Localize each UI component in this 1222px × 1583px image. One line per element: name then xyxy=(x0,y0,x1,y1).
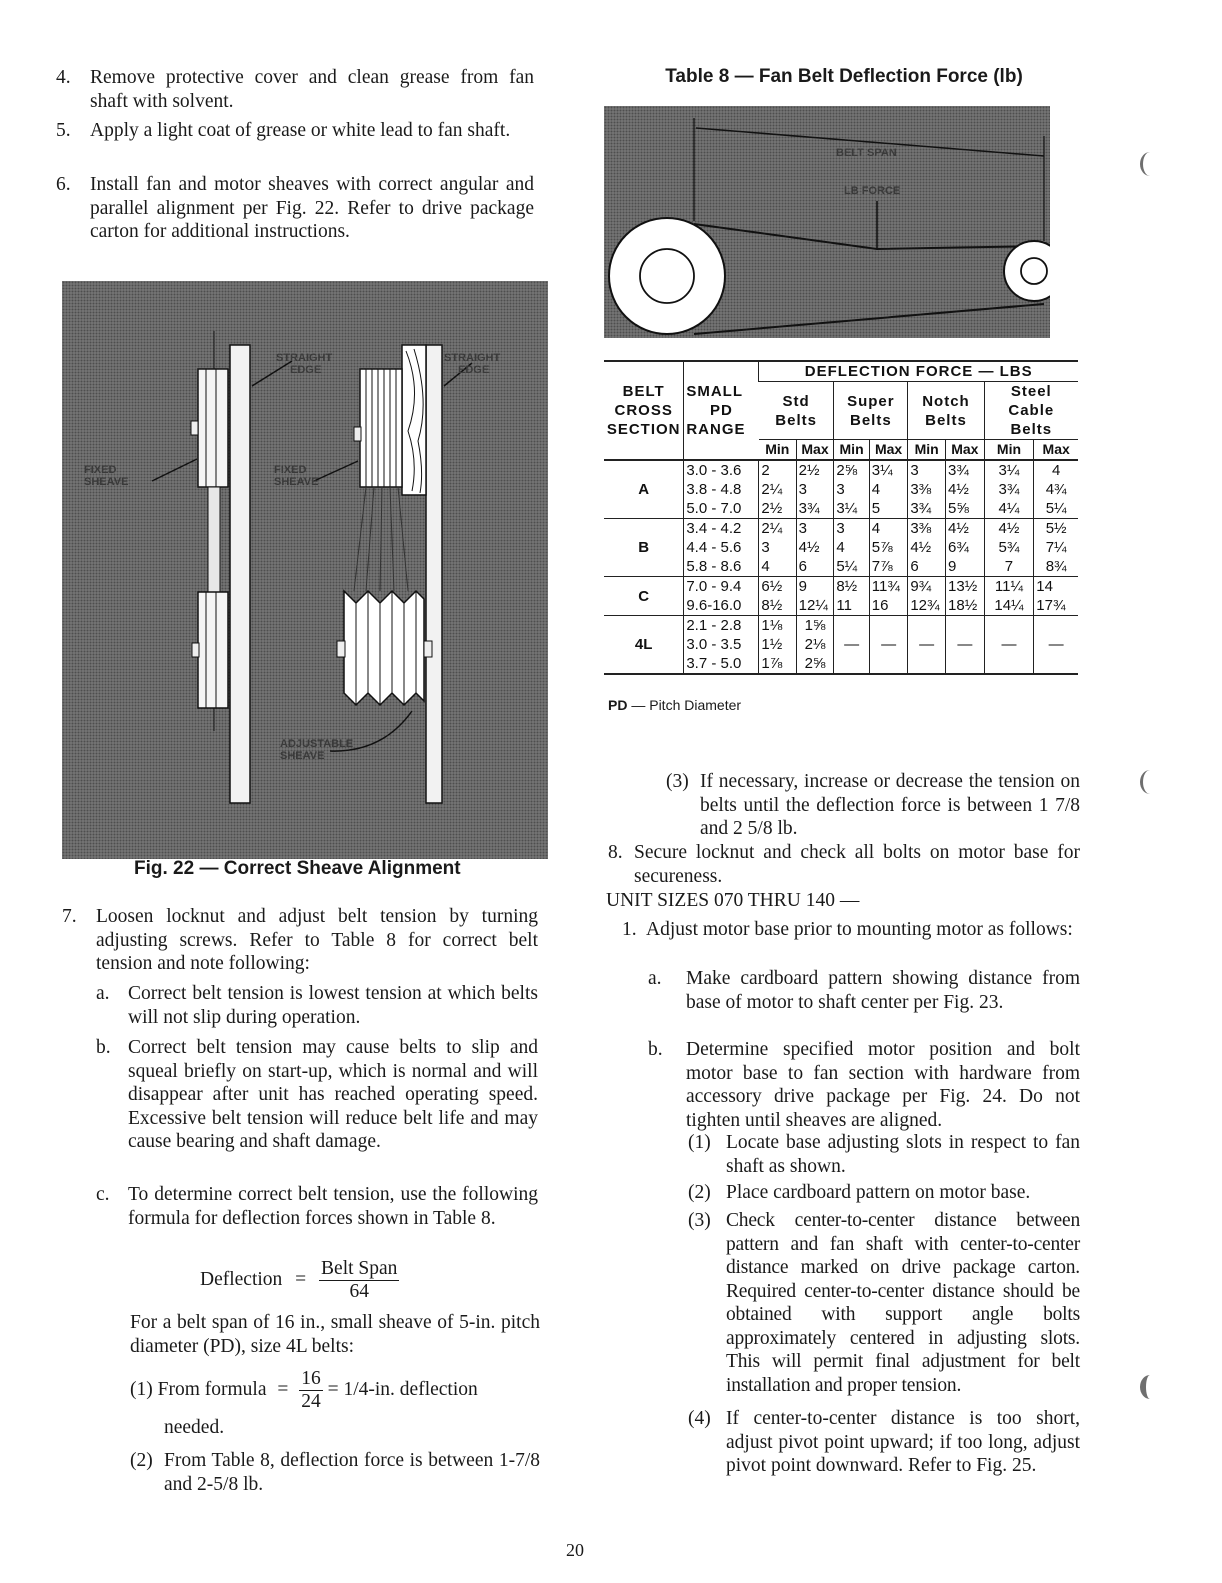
sub-step-letter: a. xyxy=(96,983,110,1004)
unit-step-1: 1. Adjust motor base prior to mounting motor as follows: xyxy=(622,919,1073,940)
step-number: 6. xyxy=(56,174,71,195)
lb-force-label: LB FORCE xyxy=(844,185,901,197)
sub-step-letter: c. xyxy=(96,1184,110,1205)
unit-step-1a: a. Make cardboard pattern showing distance from base of motor to shaft center per Fig. 23. xyxy=(648,968,1080,1013)
table-row-section-a: A 3.0 - 3.6 3.8 - 4.8 5.0 - 7.0 2 2¼ 2½ 2½ 3 3¾ 2⅝ 3 3¼ 3¼ 4 5 3 3⅜ 3¾ 3¾ 4½ 5⅝ 3¼ 3¾ 4¼ 4 4¾ 5¼ xyxy=(604,460,1078,519)
max-header: Max xyxy=(796,440,834,461)
section-label: A xyxy=(604,460,684,519)
min-header: Min xyxy=(984,440,1034,461)
section-heading: UNIT SIZES 070 THRU 140 — xyxy=(606,890,860,911)
table-row-section-4l: 4L 2.1 - 2.8 3.0 - 3.5 3.7 - 5.0 1⅛ 1½ 1⅞ 1⅝ 2⅛ 2⅝ — — — — — — xyxy=(604,616,1078,675)
step-5 xyxy=(56,119,534,143)
section-label: C xyxy=(604,577,684,616)
step-7a xyxy=(96,982,538,1029)
formula-example: For a belt span of 16 in., small sheave of 5-in. pitch diameter (PD), size 4L belts: xyxy=(130,1312,540,1357)
formula-lhs: Deflection xyxy=(200,1268,283,1290)
min-header: Min xyxy=(908,440,946,461)
svg-text:EDGE: EDGE xyxy=(458,364,490,376)
unit-step-1b: b. Determine specified motor position and bolt motor base to fan section with hardware from accessory drive package per Fig. 24. Do not tighten until sheaves are aligned. xyxy=(648,1039,1080,1131)
step-6 xyxy=(56,173,534,244)
table-footnote: PD — Pitch Diameter xyxy=(608,697,742,713)
page-number: 20 xyxy=(566,1540,584,1560)
sub-step-text: To determine correct belt tension, use the following formula for deflection forces shown in Table 8. xyxy=(128,1184,538,1229)
deflection-force-header: DEFLECTION FORCE — LBS xyxy=(759,361,1078,382)
belt-span-label: BELT SPAN xyxy=(836,147,897,159)
notch-belts-header: Notch Belts xyxy=(908,382,984,440)
section-label: B xyxy=(604,519,684,577)
table-row-section-c: C 7.0 - 9.4 9.6-16.0 6½ 8½ 9 12¼ 8½ 11 11¾ 16 9¾ 12¾ 13½ 18½ 11¼ 14¼ 14 17¾ xyxy=(604,577,1078,616)
formula-numerator: Belt Span xyxy=(321,1258,398,1279)
max-header: Max xyxy=(1034,440,1078,461)
example-step-2: (2) From Table 8, deflection force is between 1-7/8 and 2-5/8 lb. xyxy=(130,1450,540,1495)
example-fraction: $\frac{16}{24}$ xyxy=(301,1368,321,1412)
unit-step-1b-2: (2) Place cardboard pattern on motor base. xyxy=(688,1182,1031,1203)
sub-step-text: Correct belt tension is lowest tension at which belts will not slip during operation. xyxy=(128,983,538,1028)
min-header: Min xyxy=(834,440,869,461)
step-8: 8. Secure locknut and check all bolts on motor base for secureness. xyxy=(608,842,1080,887)
example-step-1: (1) From formula = $\frac{16}{24}$ = 1/4-in. deflection xyxy=(130,1368,478,1412)
unit-step-1b-1: (1) Locate base adjusting slots in respect to fan shaft as shown. xyxy=(688,1132,1080,1177)
belt-deflection-diagram xyxy=(604,106,1050,338)
unit-step-1b-4: (4) If center-to-center distance is too short, adjust pivot point upward; if too long, adjust pivot point downward. Refer to Fig. 25. xyxy=(688,1408,1080,1476)
steel-cable-belts-header: Steel Cable Belts xyxy=(984,382,1078,440)
max-header: Max xyxy=(869,440,908,461)
sub-step-letter: b. xyxy=(96,1037,111,1058)
sub-step-text: Correct belt tension may cause belts to slip and squeal briefly on start-up, which is normal and will disappear after unit has reached operating speed. Excessive belt tension will reduce belt life and may cause bearing and shaft damage. xyxy=(128,1037,538,1152)
punch-hole-mark xyxy=(1140,152,1160,176)
step-number: 5. xyxy=(56,120,71,141)
example-step-1-cont: needed. xyxy=(164,1417,225,1438)
std-belts-header: Std Belts xyxy=(759,382,834,440)
sheave-alignment-illustration xyxy=(62,281,548,859)
step-text: Loosen locknut and adjust belt tension by turning adjusting screws. Refer to Table 8 for correct belt tension and note following: xyxy=(96,906,538,974)
step-4 xyxy=(56,66,534,113)
step-number: 4. xyxy=(56,67,71,88)
step-7-3: (3) If necessary, increase or decrease the tension on belts until the deflection force is between 1 7/8 and 2 5/8 lb. xyxy=(666,771,1080,839)
svg-text:SHEAVE: SHEAVE xyxy=(84,476,129,488)
table-title: Table 8 — Fan Belt Deflection Force (lb) xyxy=(665,66,1023,87)
deflection-force-table xyxy=(604,360,1078,675)
formula-denominator: 64 xyxy=(349,1281,369,1302)
step-7b xyxy=(96,1036,538,1154)
max-header: Max xyxy=(946,440,985,461)
deflection-formula: Deflection = $\frac{\text{Belt Span}}{64}$ xyxy=(200,1258,398,1302)
small-pd-range-header: SMALL PD RANGE xyxy=(684,361,759,460)
step-7 xyxy=(62,905,538,976)
punch-hole-mark xyxy=(1140,1375,1160,1399)
adjustable-sheave-label: ADJUSTABLE xyxy=(280,738,354,750)
straight-edge-label-right: STRAIGHT xyxy=(444,352,501,364)
straight-edge-label-left: STRAIGHT xyxy=(276,352,333,364)
belt-span-illustration xyxy=(604,106,1050,338)
punch-hole-mark xyxy=(1140,770,1160,794)
step-7c xyxy=(96,1183,538,1230)
fixed-sheave-label-right: FIXED xyxy=(274,464,307,476)
svg-text:SHEAVE: SHEAVE xyxy=(274,476,319,488)
unit-step-1b-3: (3) Check center-to-center distance between pattern and fan shaft with center-to-center distance marked on drive package carton. Required center-to-center distance should be obtained with support angle bolts approximately centered in adjusting slots. This will permit final adjustment for belt installation and proper tension. xyxy=(688,1210,1080,1396)
super-belts-header: Super Belts xyxy=(834,382,908,440)
svg-text:EDGE: EDGE xyxy=(290,364,322,376)
section-label: 4L xyxy=(604,616,684,675)
table-row-section-b: B 3.4 - 4.2 4.4 - 5.6 5.8 - 8.6 2¼ 3 4 3 4½ 6 3 4 5¼ 4 5⅞ 7⅞ 3⅜ 4½ 6 4½ 6¾ 9 4½ 5¾ 7 5½ 7¼ 8¾ xyxy=(604,519,1078,577)
sheave-alignment-figure xyxy=(62,281,548,859)
step-text: Remove protective cover and clean grease from fan shaft with solvent. xyxy=(90,67,534,112)
figure-caption: Fig. 22 — Correct Sheave Alignment xyxy=(134,858,461,879)
fixed-sheave-label-left: FIXED xyxy=(84,464,117,476)
svg-text:SHEAVE: SHEAVE xyxy=(280,750,325,762)
formula-fraction xyxy=(319,1258,399,1303)
step-number: 7. xyxy=(62,906,77,927)
step-text: Install fan and motor sheaves with correct angular and parallel alignment per Fig. 22. Refer to drive package carton for additional instructions. xyxy=(90,174,534,242)
step-text: Apply a light coat of grease or white lead to fan shaft. xyxy=(90,120,511,141)
min-header: Min xyxy=(759,440,796,461)
belt-cross-section-header: BELT CROSS SECTION xyxy=(604,361,684,460)
